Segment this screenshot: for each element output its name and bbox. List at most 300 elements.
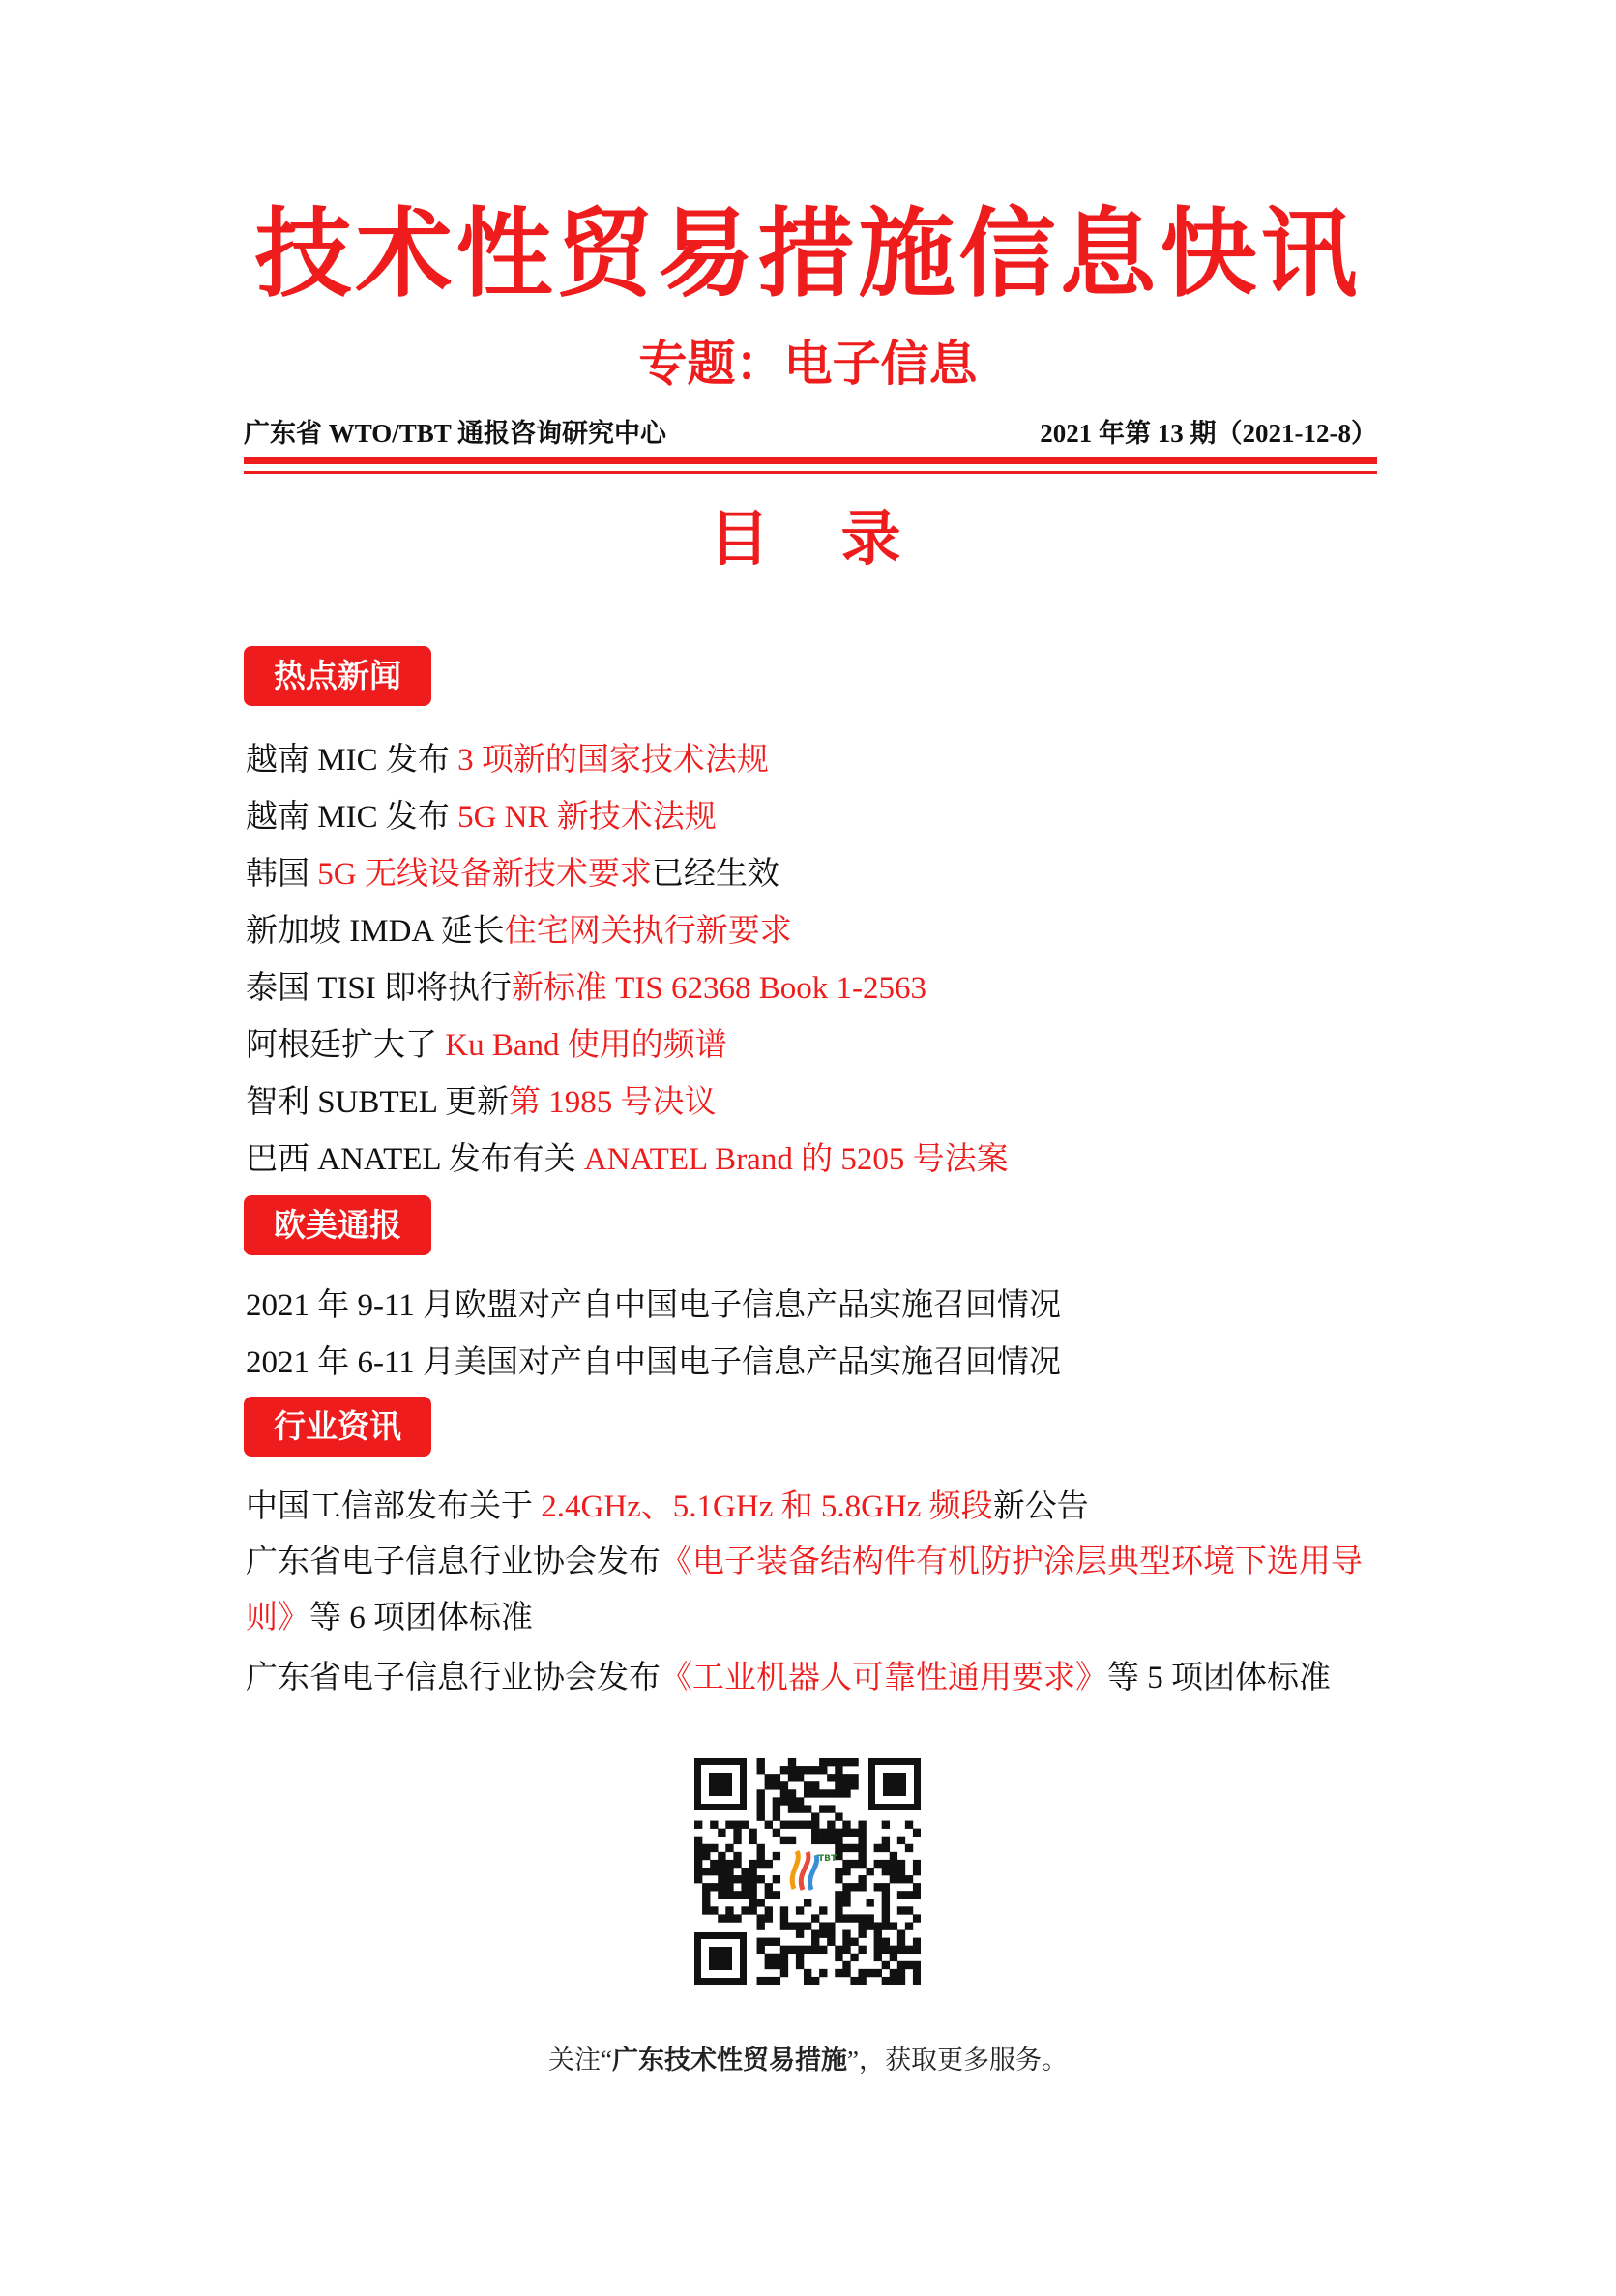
qr-module bbox=[788, 1766, 796, 1774]
qr-module bbox=[858, 1844, 866, 1852]
qr-module bbox=[725, 1868, 733, 1875]
qr-module bbox=[858, 1860, 866, 1868]
qr-module bbox=[718, 1883, 725, 1891]
qr-module bbox=[858, 1930, 866, 1938]
qr-module bbox=[773, 1829, 780, 1837]
item-text-tail: 新公告 bbox=[992, 1489, 1089, 1524]
qr-module bbox=[827, 1789, 835, 1797]
qr-module bbox=[804, 1969, 811, 1977]
toc-item[interactable] bbox=[246, 1534, 1387, 1646]
qr-module bbox=[827, 1774, 835, 1781]
qr-module bbox=[788, 1837, 796, 1844]
item-highlight: ANATEL Brand 的 5205 号法案 bbox=[583, 1142, 1009, 1177]
qr-module bbox=[757, 1758, 765, 1766]
qr-module bbox=[882, 1938, 890, 1946]
qr-module bbox=[694, 1844, 702, 1852]
item-text: 越南 MIC 发布 bbox=[246, 743, 458, 778]
qr-module bbox=[694, 1875, 702, 1883]
qr-module bbox=[765, 1860, 773, 1868]
qr-module bbox=[725, 1914, 733, 1922]
qr-module bbox=[710, 1860, 718, 1868]
qr-module bbox=[804, 1899, 811, 1906]
qr-module bbox=[913, 1914, 921, 1922]
qr-module bbox=[773, 1852, 780, 1860]
qr-module bbox=[765, 1906, 773, 1914]
qr-module bbox=[858, 1837, 866, 1844]
qr-module bbox=[811, 1930, 819, 1938]
footer-follow-text bbox=[0, 2041, 1616, 2079]
qr-module bbox=[882, 1860, 890, 1868]
qr-module bbox=[842, 1844, 850, 1852]
qr-module bbox=[842, 1938, 850, 1946]
qr-module bbox=[773, 1977, 780, 1985]
qr-module bbox=[710, 1906, 718, 1914]
qr-module bbox=[835, 1969, 842, 1977]
item-highlight: Ku Band 使用的频谱 bbox=[445, 1028, 727, 1063]
qr-module bbox=[811, 1821, 819, 1829]
qr-module bbox=[804, 1922, 811, 1929]
qr-module bbox=[788, 1758, 796, 1766]
qr-module bbox=[874, 1946, 882, 1954]
item-text: 越南 MIC 发布 bbox=[246, 800, 458, 835]
qr-module bbox=[718, 1891, 725, 1899]
qr-module bbox=[811, 1837, 819, 1844]
qr-module bbox=[796, 1922, 804, 1929]
qr-module bbox=[858, 1922, 866, 1929]
toc-item[interactable] bbox=[246, 798, 1387, 837]
qr-module bbox=[890, 1954, 897, 1961]
organization-name: 广东省 WTO/TBT 通报咨询研究中心 bbox=[244, 419, 667, 448]
qr-module bbox=[827, 1938, 835, 1946]
qr-module bbox=[741, 1868, 749, 1875]
qr-module bbox=[702, 1891, 710, 1899]
qr-module bbox=[780, 1837, 788, 1844]
qr-module bbox=[733, 1829, 741, 1837]
qr-module bbox=[749, 1899, 756, 1906]
qr-module bbox=[780, 1781, 788, 1789]
qr-module bbox=[773, 1774, 780, 1781]
item-text: 中国工信部发布关于 bbox=[246, 1489, 542, 1524]
qr-module bbox=[757, 1797, 765, 1805]
qr-module bbox=[874, 1930, 882, 1938]
qr-module bbox=[710, 1868, 718, 1875]
qr-module bbox=[796, 1946, 804, 1954]
qr-module bbox=[694, 1852, 702, 1860]
qr-module bbox=[835, 1758, 842, 1766]
qr-module bbox=[890, 1922, 897, 1929]
item-highlight: 2.4GHz、5.1GHz 和 5.8GHz 频段 bbox=[541, 1489, 993, 1524]
item-text-tail: 等 5 项团体标准 bbox=[1107, 1661, 1331, 1695]
item-text: 泰国 TISI 即将执行 bbox=[246, 971, 512, 1006]
qr-module bbox=[819, 1922, 827, 1929]
qr-module bbox=[842, 1914, 850, 1922]
toc-item[interactable] bbox=[246, 1026, 1387, 1065]
qr-module bbox=[850, 1758, 858, 1766]
item-text-tail: 已经生效 bbox=[651, 857, 779, 892]
qr-module bbox=[773, 1805, 780, 1812]
qr-module bbox=[882, 1891, 890, 1899]
qr-module bbox=[882, 1821, 890, 1829]
qr-module bbox=[811, 1946, 819, 1954]
toc-item[interactable] bbox=[246, 1487, 1387, 1526]
qr-module bbox=[757, 1922, 765, 1929]
qr-module bbox=[757, 1805, 765, 1812]
qr-module bbox=[842, 1868, 850, 1875]
qr-module bbox=[905, 1891, 913, 1899]
qr-module bbox=[804, 1821, 811, 1829]
qr-module bbox=[850, 1829, 858, 1837]
qr-code-image bbox=[694, 1758, 921, 1985]
qr-module bbox=[804, 1766, 811, 1774]
qr-module bbox=[741, 1906, 749, 1914]
item-text: 阿根廷扩大了 bbox=[246, 1028, 446, 1063]
qr-module bbox=[741, 1821, 749, 1829]
qr-module bbox=[694, 1821, 702, 1829]
qr-module bbox=[858, 1977, 866, 1985]
section-label-eu-us-notifications: 欧美通报 bbox=[244, 1195, 431, 1255]
qr-module bbox=[858, 1969, 866, 1977]
qr-module bbox=[765, 1883, 773, 1891]
qr-module bbox=[796, 1961, 804, 1969]
qr-module bbox=[749, 1829, 756, 1837]
qr-module bbox=[780, 1797, 788, 1805]
qr-module bbox=[796, 1797, 804, 1805]
item-highlight: 新标准 TIS 62368 Book 1-2563 bbox=[512, 971, 926, 1006]
qr-module bbox=[741, 1891, 749, 1899]
qr-module bbox=[882, 1961, 890, 1969]
qr-module bbox=[733, 1837, 741, 1844]
qr-module bbox=[749, 1860, 756, 1868]
item-highlight: 5G NR 新技术法规 bbox=[457, 800, 717, 835]
qr-module bbox=[835, 1914, 842, 1922]
item-highlight: 住宅网关执行新要求 bbox=[504, 914, 792, 949]
item-text: 广东省电子信息行业协会发布 bbox=[246, 1661, 661, 1695]
qr-module bbox=[842, 1930, 850, 1938]
qr-module bbox=[913, 1969, 921, 1977]
qr-module bbox=[882, 1883, 890, 1891]
qr-module bbox=[811, 1766, 819, 1774]
qr-module bbox=[804, 1781, 811, 1789]
item-text: 智利 SUBTEL 更新 bbox=[246, 1085, 509, 1120]
qr-module bbox=[850, 1781, 858, 1789]
qr-module bbox=[897, 1875, 905, 1883]
qr-module bbox=[913, 1860, 921, 1868]
item-text: 2021 年 6-11 月美国对产自中国电子信息产品实施召回情况 bbox=[246, 1345, 1062, 1380]
qr-module bbox=[788, 1797, 796, 1805]
qr-module bbox=[819, 1946, 827, 1954]
qr-module bbox=[835, 1954, 842, 1961]
qr-module bbox=[796, 1954, 804, 1961]
qr-module bbox=[749, 1875, 756, 1883]
qr-module bbox=[890, 1868, 897, 1875]
qr-module bbox=[897, 1938, 905, 1946]
qr-module bbox=[757, 1977, 765, 1985]
toc-item[interactable] bbox=[246, 1083, 1387, 1122]
qr-module bbox=[718, 1852, 725, 1860]
toc-item[interactable] bbox=[246, 1659, 1387, 1697]
qr-module bbox=[780, 1961, 788, 1969]
qr-module bbox=[780, 1821, 788, 1829]
qr-module bbox=[913, 1938, 921, 1946]
qr-module bbox=[850, 1954, 858, 1961]
qr-module bbox=[788, 1774, 796, 1781]
qr-module bbox=[788, 1821, 796, 1829]
qr-module bbox=[757, 1875, 765, 1883]
qr-module bbox=[835, 1906, 842, 1914]
qr-module bbox=[882, 1922, 890, 1929]
svg-text:TBT: TBT bbox=[818, 1854, 837, 1864]
qr-module bbox=[741, 1883, 749, 1891]
qr-module bbox=[733, 1852, 741, 1860]
qr-module bbox=[749, 1891, 756, 1899]
footer-prefix: 关注“ bbox=[548, 2046, 612, 2075]
qr-module bbox=[842, 1969, 850, 1977]
qr-module bbox=[757, 1844, 765, 1852]
qr-module bbox=[819, 1758, 827, 1766]
qr-module bbox=[835, 1946, 842, 1954]
qr-module bbox=[718, 1829, 725, 1837]
qr-module bbox=[811, 1977, 819, 1985]
qr-module bbox=[796, 1805, 804, 1812]
qr-module bbox=[780, 1906, 788, 1914]
qr-module bbox=[842, 1781, 850, 1789]
qr-module bbox=[897, 1930, 905, 1938]
qr-module bbox=[757, 1766, 765, 1774]
qr-module bbox=[905, 1906, 913, 1914]
header-rule-thin bbox=[244, 471, 1377, 474]
qr-module bbox=[827, 1837, 835, 1844]
qr-module bbox=[882, 1977, 890, 1985]
qr-module bbox=[780, 1914, 788, 1922]
qr-module bbox=[765, 1774, 773, 1781]
qr-module bbox=[835, 1781, 842, 1789]
qr-module bbox=[702, 1906, 710, 1914]
qr-module bbox=[835, 1812, 842, 1820]
qr-module bbox=[913, 1977, 921, 1985]
qr-module bbox=[897, 1837, 905, 1844]
qr-module bbox=[796, 1930, 804, 1938]
qr-module bbox=[890, 1969, 897, 1977]
qr-module bbox=[842, 1883, 850, 1891]
qr-module bbox=[725, 1860, 733, 1868]
qr-module bbox=[718, 1868, 725, 1875]
qr-module bbox=[796, 1821, 804, 1829]
qr-module bbox=[773, 1812, 780, 1820]
toc-item[interactable] bbox=[246, 912, 1387, 951]
qr-module bbox=[773, 1891, 780, 1899]
qr-module bbox=[842, 1946, 850, 1954]
qr-module bbox=[819, 1969, 827, 1977]
qr-module bbox=[874, 1969, 882, 1977]
qr-module bbox=[835, 1899, 842, 1906]
qr-module bbox=[702, 1852, 710, 1860]
qr-module bbox=[765, 1954, 773, 1961]
qr-module bbox=[913, 1891, 921, 1899]
qr-module bbox=[811, 1914, 819, 1922]
qr-module bbox=[694, 1868, 702, 1875]
qr-module bbox=[725, 1906, 733, 1914]
toc-item[interactable] bbox=[246, 1343, 1387, 1382]
qr-module bbox=[780, 1766, 788, 1774]
qr-module bbox=[827, 1758, 835, 1766]
qr-module bbox=[882, 1914, 890, 1922]
qr-module bbox=[842, 1961, 850, 1969]
qr-module bbox=[757, 1789, 765, 1797]
qr-module bbox=[827, 1821, 835, 1829]
item-text: 巴西 ANATEL 发布有关 bbox=[246, 1142, 584, 1177]
qr-module bbox=[890, 1875, 897, 1883]
qr-module bbox=[804, 1805, 811, 1812]
qr-module bbox=[780, 1954, 788, 1961]
qr-module bbox=[796, 1774, 804, 1781]
qr-module bbox=[897, 1868, 905, 1875]
qr-module bbox=[867, 1899, 874, 1906]
qr-module bbox=[882, 1899, 890, 1906]
qr-module bbox=[867, 1914, 874, 1922]
qr-module bbox=[773, 1797, 780, 1805]
qr-module bbox=[819, 1789, 827, 1797]
qr-logo-icon bbox=[781, 1845, 837, 1898]
qr-module bbox=[890, 1977, 897, 1985]
qr-module bbox=[765, 1938, 773, 1946]
qr-module bbox=[842, 1821, 850, 1829]
qr-module bbox=[780, 1946, 788, 1954]
qr-module bbox=[725, 1883, 733, 1891]
qr-module bbox=[725, 1875, 733, 1883]
qr-module bbox=[897, 1860, 905, 1868]
qr-module bbox=[710, 1821, 718, 1829]
qr-module bbox=[733, 1860, 741, 1868]
qr-module bbox=[765, 1977, 773, 1985]
qr-module bbox=[819, 1837, 827, 1844]
qr-module bbox=[765, 1961, 773, 1969]
qr-module bbox=[905, 1821, 913, 1829]
qr-module bbox=[874, 1954, 882, 1961]
header-rule-thick bbox=[244, 457, 1377, 464]
qr-module bbox=[858, 1875, 866, 1883]
qr-module bbox=[905, 1875, 913, 1883]
qr-module bbox=[702, 1868, 710, 1875]
qr-module bbox=[702, 1844, 710, 1852]
qr-module bbox=[905, 1946, 913, 1954]
qr-module bbox=[757, 1860, 765, 1868]
qr-module bbox=[819, 1805, 827, 1812]
item-highlight: 《工业机器人可靠性通用要求》 bbox=[661, 1661, 1107, 1695]
qr-module bbox=[702, 1899, 710, 1906]
qr-module bbox=[811, 1829, 819, 1837]
qr-module bbox=[842, 1789, 850, 1797]
qr-module bbox=[867, 1922, 874, 1929]
qr-module bbox=[710, 1844, 718, 1852]
item-highlight: 5G 无线设备新技术要求 bbox=[317, 857, 652, 892]
qr-module bbox=[741, 1875, 749, 1883]
qr-module bbox=[842, 1829, 850, 1837]
qr-module bbox=[725, 1891, 733, 1899]
section-label-hot-news: 热点新闻 bbox=[244, 646, 431, 706]
qr-module bbox=[850, 1977, 858, 1985]
qr-module bbox=[897, 1946, 905, 1954]
qr-module bbox=[749, 1883, 756, 1891]
qr-module bbox=[757, 1946, 765, 1954]
qr-module bbox=[819, 1930, 827, 1938]
masthead-row bbox=[244, 414, 1377, 453]
qr-module bbox=[827, 1922, 835, 1929]
qr-module bbox=[882, 1837, 890, 1844]
toc-title: 目 录 bbox=[709, 503, 907, 574]
qr-module bbox=[897, 1977, 905, 1985]
qr-module bbox=[867, 1969, 874, 1977]
qr-module bbox=[733, 1891, 741, 1899]
qr-module bbox=[788, 1805, 796, 1812]
qr-module bbox=[913, 1829, 921, 1837]
qr-module bbox=[842, 1891, 850, 1899]
qr-module bbox=[788, 1789, 796, 1797]
qr-module bbox=[765, 1891, 773, 1899]
qr-module bbox=[757, 1899, 765, 1906]
qr-module bbox=[757, 1938, 765, 1946]
qr-module bbox=[773, 1781, 780, 1789]
qr-module bbox=[850, 1914, 858, 1922]
qr-module bbox=[835, 1844, 842, 1852]
section-label-industry-news: 行业资讯 bbox=[244, 1397, 431, 1457]
qr-module bbox=[811, 1781, 819, 1789]
qr-module bbox=[765, 1781, 773, 1789]
qr-module bbox=[827, 1805, 835, 1812]
qr-module bbox=[905, 1961, 913, 1969]
toc-item[interactable] bbox=[246, 1140, 1387, 1179]
item-highlight: 《电子装备结构件有机防护涂层典型环境下选用导则》 bbox=[246, 1545, 1363, 1635]
qr-module bbox=[733, 1821, 741, 1829]
qr-module bbox=[867, 1868, 874, 1875]
qr-module bbox=[796, 1766, 804, 1774]
qr-module bbox=[749, 1906, 756, 1914]
qr-module bbox=[913, 1868, 921, 1875]
item-text: 韩国 bbox=[246, 857, 318, 892]
qr-module bbox=[835, 1829, 842, 1837]
qr-module bbox=[850, 1860, 858, 1868]
qr-module bbox=[718, 1860, 725, 1868]
toc-item[interactable] bbox=[246, 1286, 1387, 1325]
qr-module bbox=[874, 1860, 882, 1868]
qr-module bbox=[694, 1837, 702, 1844]
toc-item[interactable] bbox=[246, 969, 1387, 1008]
footer-suffix: ”，获取更多服务。 bbox=[847, 2046, 1068, 2075]
qr-module bbox=[882, 1844, 890, 1852]
qr-module bbox=[874, 1844, 882, 1852]
qr-module bbox=[890, 1946, 897, 1954]
qr-module bbox=[850, 1883, 858, 1891]
qr-module bbox=[725, 1844, 733, 1852]
qr-module bbox=[773, 1961, 780, 1969]
item-text: 2021 年 9-11 月欧盟对产自中国电子信息产品实施召回情况 bbox=[246, 1288, 1062, 1323]
qr-module bbox=[835, 1789, 842, 1797]
toc-item[interactable] bbox=[246, 741, 1387, 780]
qr-module bbox=[780, 1922, 788, 1929]
qr-module bbox=[725, 1821, 733, 1829]
qr-module bbox=[897, 1906, 905, 1914]
qr-module bbox=[858, 1946, 866, 1954]
toc-item[interactable] bbox=[246, 855, 1387, 894]
qr-module bbox=[718, 1914, 725, 1922]
item-highlight: 第 1985 号决议 bbox=[508, 1085, 717, 1120]
qr-module bbox=[765, 1914, 773, 1922]
footer-brand-name: 广东技术性贸易措施 bbox=[612, 2046, 847, 2075]
qr-module bbox=[788, 1922, 796, 1929]
qr-module bbox=[819, 1766, 827, 1774]
qr-module bbox=[819, 1829, 827, 1837]
qr-module bbox=[788, 1946, 796, 1954]
qr-module bbox=[897, 1969, 905, 1977]
